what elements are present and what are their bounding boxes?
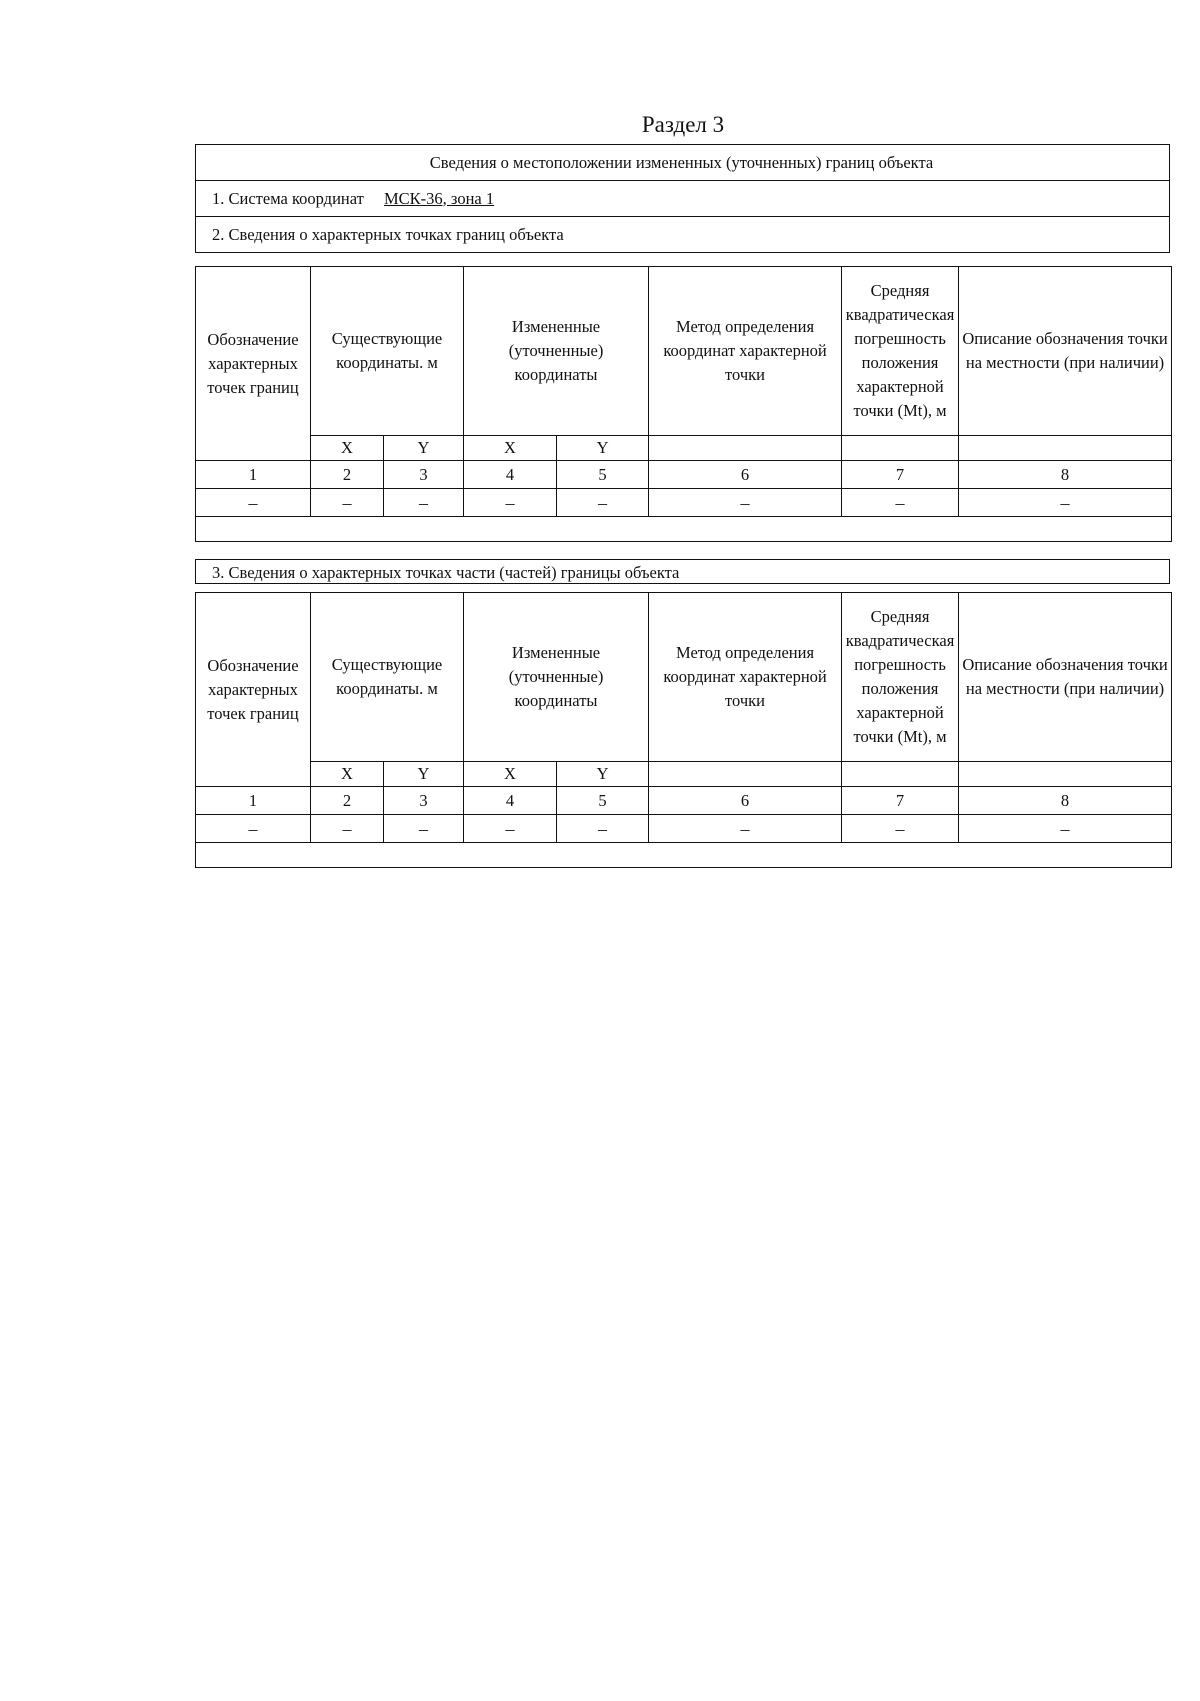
method-blank-cell [649,762,842,787]
table-cell: – [842,815,959,843]
error-blank-cell [842,436,959,461]
table-cell: – [464,489,557,517]
table-cell: – [311,489,384,517]
col-method-header: Метод определения координат характерной точки [649,267,842,436]
empty-cell [196,517,1172,542]
col-error-header: Средняя квадратическая погрешность положения характерной точки (Mt), м [842,593,959,762]
column-number: 7 [842,787,959,815]
col-designation-header: Обозначение характерных точек границ [196,267,311,461]
col-description-header: Описание обозначения точки на местности (при наличии) [959,267,1172,436]
table-cell: – [384,489,464,517]
col-description-header: Описание обозначения точки на местности (при наличии) [959,593,1172,762]
col-method-header: Метод определения координат характерной точки [649,593,842,762]
changed-x-label: X [464,762,557,787]
column-number: 8 [959,461,1172,489]
table-cell: – [649,815,842,843]
changed-y-label: Y [557,436,649,461]
table-cell: – [384,815,464,843]
table-cell: – [557,489,649,517]
info-heading-row [196,145,1170,181]
existing-x-label: X [311,762,384,787]
table-cell: – [959,815,1172,843]
header-row [196,593,1172,762]
table-cell: – [557,815,649,843]
table-cell: – [842,489,959,517]
empty-cell [196,843,1172,868]
existing-y-label: Y [384,762,464,787]
table-cell: – [196,815,311,843]
col-existing-header: Существующие координаты. м [311,593,464,762]
column-number: 2 [311,461,384,489]
existing-x-label: X [311,436,384,461]
section-title: Раздел 3 [641,112,725,137]
coord-system-value: МСК-36, зона 1 [383,188,495,208]
column-number: 5 [557,461,649,489]
info-heading: Сведения о местоположении измененных (уточненных) границ объекта [196,145,1170,181]
changed-x-label: X [464,436,557,461]
column-number: 7 [842,461,959,489]
column-number: 1 [196,787,311,815]
table-cell: – [649,489,842,517]
description-blank-cell [959,762,1172,787]
col-changed-header: Измененные (уточненные) координаты [464,267,649,436]
table-cell: – [311,815,384,843]
column-number-row [196,787,1172,815]
table-row [196,489,1172,517]
table-cell: – [196,489,311,517]
table-cell: – [464,815,557,843]
column-number: 8 [959,787,1172,815]
table-cell: – [959,489,1172,517]
empty-row [196,843,1172,868]
coord-system-label: 1. Система координат [212,188,364,208]
table-row [196,815,1172,843]
method-blank-cell [649,436,842,461]
column-number: 4 [464,787,557,815]
part-points-table [195,592,1172,868]
column-number: 2 [311,787,384,815]
coord-system-cell [196,181,1170,217]
part-points-title: 3. Сведения о характерных точках части (частей) границы объекта [195,559,1170,584]
changed-y-label: Y [557,762,649,787]
description-blank-cell [959,436,1172,461]
col-changed-header: Измененные (уточненные) координаты [464,593,649,762]
column-number: 6 [649,787,842,815]
column-number: 1 [196,461,311,489]
coord-system-row [196,181,1170,217]
xy-label-row [196,436,1172,461]
column-number: 6 [649,461,842,489]
column-number-row [196,461,1172,489]
boundary-info-table [195,144,1170,253]
boundary-points-table [195,266,1172,542]
header-row [196,267,1172,436]
column-number: 3 [384,787,464,815]
points-title: 2. Сведения о характерных точках границ объекта [196,217,1170,253]
column-number: 3 [384,461,464,489]
column-number: 4 [464,461,557,489]
xy-label-row [196,762,1172,787]
col-error-header: Средняя квадратическая погрешность положения характерной точки (Mt), м [842,267,959,436]
col-designation-header: Обозначение характерных точек границ [196,593,311,787]
existing-y-label: Y [384,436,464,461]
error-blank-cell [842,762,959,787]
column-number: 5 [557,787,649,815]
empty-row [196,517,1172,542]
points-title-row [196,217,1170,253]
col-existing-header: Существующие координаты. м [311,267,464,436]
